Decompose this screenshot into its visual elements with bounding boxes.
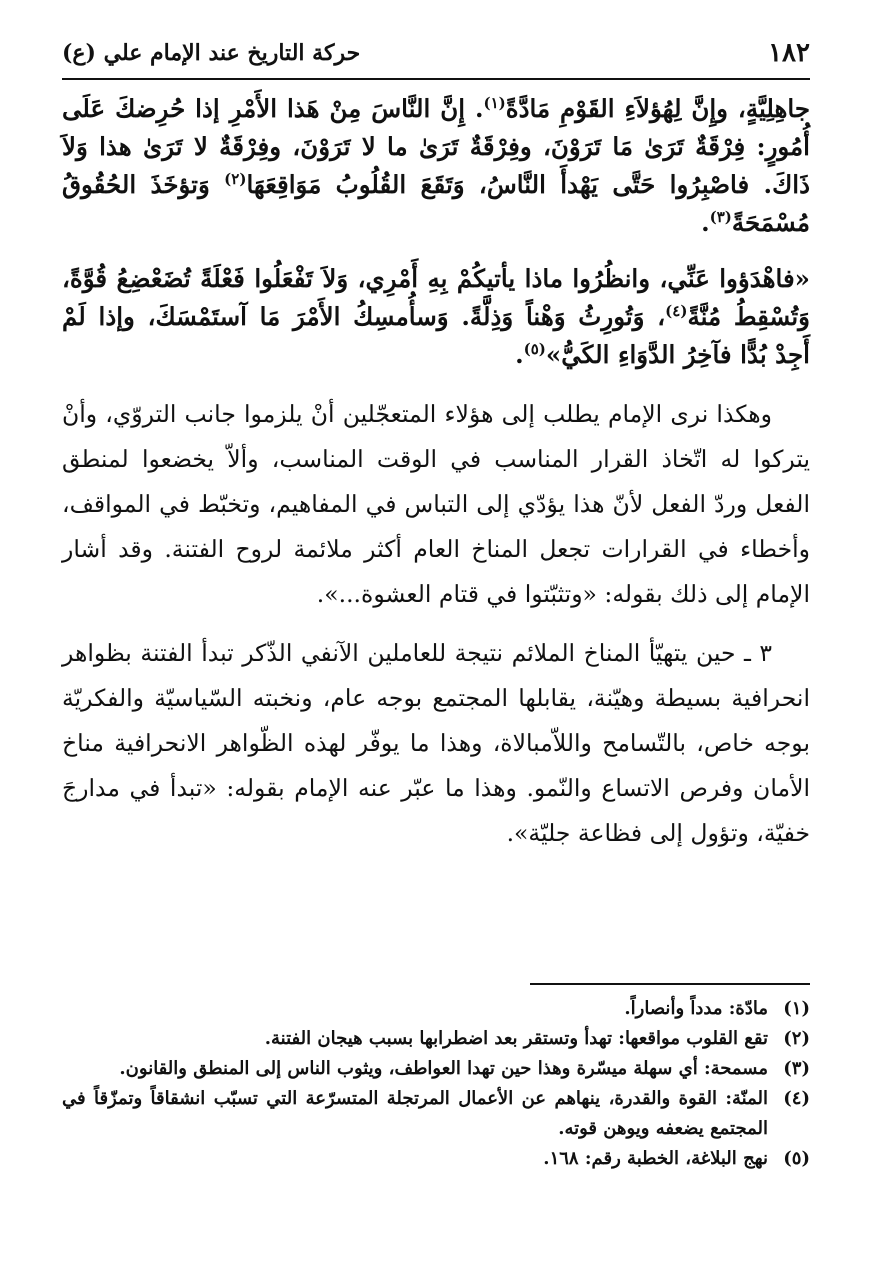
footnote-ref-4[interactable]: (٤) xyxy=(665,301,688,320)
running-title: حركة التاريخ عند الإمام علي (ع) xyxy=(62,40,361,66)
footnote-text: نهج البلاغة، الخطبة رقم: ١٦٨. xyxy=(543,1148,768,1169)
quote-2-part-1: «فاهْدَؤوا عَنِّي، وانظُرُوا ماذا يأتيكُمْ بِهِ أَمْرِي، وَلاَ تَفْعَلُوا فَعْلَةً تُضَعْضِعُ قُوَّةً، وَتُسْقِطُ مُنَّةً xyxy=(62,264,811,331)
footnote-number: (٤) xyxy=(783,1088,810,1109)
quote-2-part-2: ، وَتُورِثُ وَهْناً وَذِلَّةً. وَسأُمسِكُ الأَمْرَ مَا آستَمْسَكَ، وإذا لَمْ أَجِدْ بُدًّا فآخِرُ الدَّوَاءِ الكَيُّ» xyxy=(62,302,810,369)
footnote-number: (١) xyxy=(783,998,810,1019)
body-paragraph-1: وهكذا نرى الإمام يطلب إلى هؤلاء المتعجّلين أنْ يلزموا جانب التروّي، وأنْ يتركوا له اتّخاذ القرار المناسب في الوقت المناسب، وألاّ يخضعوا لمنطق الفعل وردّ الفعل لأنّ هذا يؤدّي إلى التباس في المفاهيم، وتخبّط في المواقف، وأخطاء في القرارات تجعل المناخ العام أكثر ملائمة لروح الفتنة. وقد أشار الإمام إلى ذلك بقوله: «وتثبّتوا في قتام العشوة...». xyxy=(62,400,810,608)
footnote-ref-2[interactable]: (٢) xyxy=(224,169,247,188)
footnotes xyxy=(62,994,810,1174)
page-number: ١٨٢ xyxy=(768,38,810,68)
body-text xyxy=(62,90,810,870)
running-header xyxy=(62,28,810,80)
body-paragraph-2: ٣ ـ حين يتهيّأ المناخ الملائم نتيجة للعاملين الآنفي الذّكر تبدأ الفتنة بظواهر انحرافية بسيطة وهيّنة، يقابلها المجتمع بوجه عام، ونخبته السّياسيّة والفكريّة بوجه خاص، بالتّسامح واللاّمبالاة، وهذا ما يوفّر لهذه الظّواهر الانحرافية مناخ الأمان وفرص الاتساع والنّمو. وهذا ما عبّر عنه الإمام بقوله: «تبدأ في مدارجَ خفيّة، وتؤول إلى فظاعة جليّة». xyxy=(62,639,810,847)
footnote-text: تقع القلوب مواقعها: تهدأ وتستقر بعد اضطرابها بسبب هيجان الفتنة. xyxy=(264,1028,768,1049)
footnote-number: (٢) xyxy=(783,1028,810,1049)
footnote-item xyxy=(62,1054,810,1084)
quote-1-part-3: وَتؤخَذَ الحُقُوقُ مُسْمَحَةً xyxy=(62,170,810,237)
quote-1-part-4: . xyxy=(701,208,710,237)
footnote-item xyxy=(62,1084,810,1144)
quote-1-part-2: . إِنَّ النَّاسَ مِنْ هَذا الأَمْرِ إذا حُرِضكَ عَلَى أُمُورٍ: فِرْقَةٌ تَرَىٰ مَا تَرَوْنَ، وفِرْقَةٌ تَرَىٰ ما لا تَرَوْنَ، وفِرْقَةٌ لا تَرَىٰ هذا وَلاَ ذَاكَ. فاصْبِرُوا حَتَّى يَهْدأَ النَّاسُ، وَتَقَعَ القُلُوبُ مَوَاقِعَهَا xyxy=(62,94,810,199)
quote-1-part-1: جاهِلِيَّةٍ، وإِنَّ لِهُؤلاَءِ القَوْمِ مَادَّةً xyxy=(505,94,811,123)
footnote-item xyxy=(62,1024,810,1054)
footnote-ref-5[interactable]: (٥) xyxy=(523,339,546,358)
footnote-divider xyxy=(530,983,810,985)
quote-2-part-3: . xyxy=(515,340,524,369)
quote-block-1 xyxy=(62,90,810,242)
footnote-item xyxy=(62,994,810,1024)
footnote-text: مادّة: مدداً وأنصاراً. xyxy=(624,998,768,1019)
footnote-text: المنّة: القوة والقدرة، ينهاهم عن الأعمال المرتجلة المتسرّعة التي تسبّب انشقاقاً وتمزّقاً في المجتمع يضعفه ويوهن قوته. xyxy=(62,1088,768,1139)
footnote-number: (٥) xyxy=(783,1148,810,1169)
footnote-ref-3[interactable]: (٣) xyxy=(709,207,732,226)
footnote-item xyxy=(62,1144,810,1174)
quote-block-2 xyxy=(62,260,810,374)
footnote-ref-1[interactable]: (١) xyxy=(483,93,506,112)
footnote-number: (٣) xyxy=(783,1058,810,1079)
footnote-text: مسمحة: أي سهلة ميسّرة وهذا حين تهدا العواطف، ويثوب الناس إلى المنطق والقانون. xyxy=(119,1058,768,1079)
